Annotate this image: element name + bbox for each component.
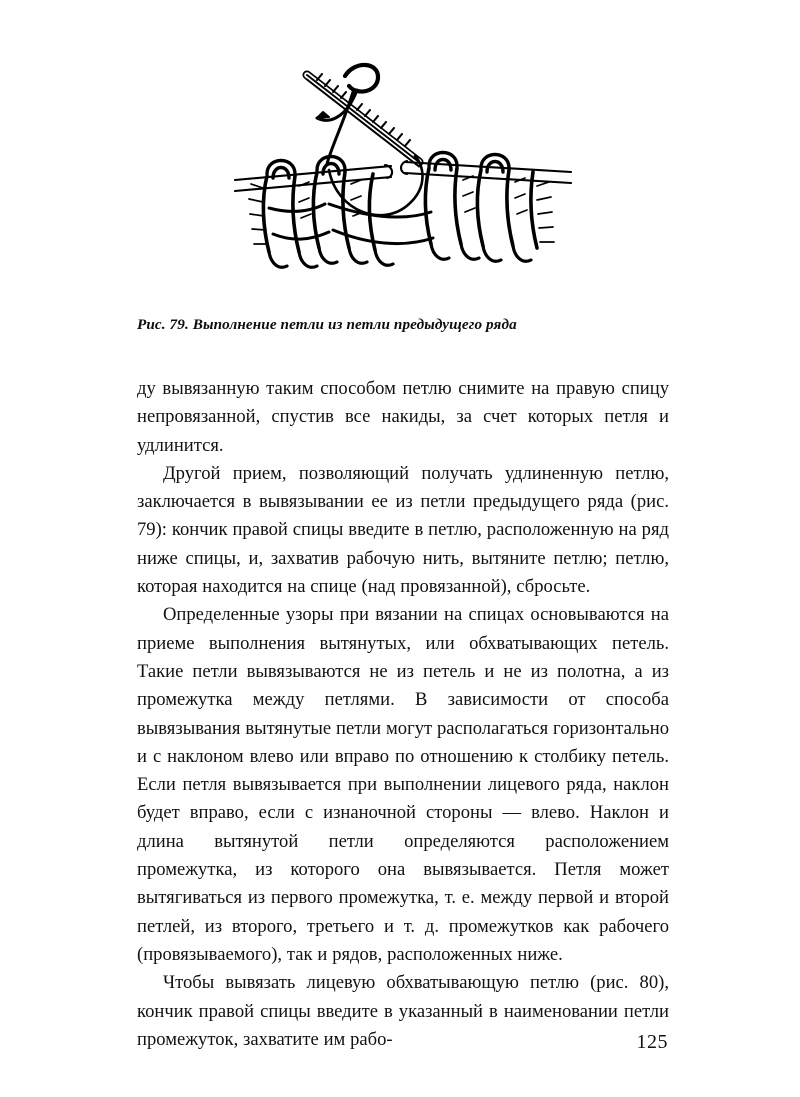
direction-arrow-head [317, 112, 329, 118]
paragraph-2: Другой прием, позволяющий получать удлиненную петлю, заключается в вывязывании ее из петли предыдущего ряда (рис. 79): кончик правой спицы введите в петлю, расположенную на ряд ниже спицы, и, захватив рабочую нить, вытяните петлю; петлю, которая находится на спице (над провязанной), сбросьте. [137, 462, 669, 598]
paragraph-4: Чтобы вывязать лицевую обхватывающую петлю (рис. 80), кончик правой спицы введите в указанный в наименовании петли промежуток, захватите им рабо- [137, 972, 669, 1050]
paragraph-1: ду вывязанную таким способом петлю снимите на правую спицу непровязанной, спустив все накиды, за счет которых петля и удлинится. [137, 378, 669, 456]
yarn-upper-loop [345, 65, 378, 92]
knitting-illustration [137, 52, 668, 302]
figure-block [137, 52, 668, 334]
knitting-diagram-svg [233, 52, 573, 302]
figure-caption: Рис. 79. Выполнение петли из петли предыдущего ряда [137, 316, 517, 333]
page-number: 125 [636, 1031, 668, 1053]
body-text-column [137, 375, 669, 1054]
paragraph-3: Определенные узоры при вязании на спицах основываются на приеме выполнения вытянутых, или обхватывающих петель. Такие петли вывязываются не из петель и не из полотна, а из промежутка между петлями. В зависимости от способа вывязывания вытянутые петли могут располагаться горизонтально и с наклоном влево или вправо по отношению к столбику петель. Если петля вывязывается при выполнении лицевого ряда, наклон будет вправо, если с изнаночной стороны — влево. Наклон и длина вытянутой петли определяются расположением промежутка, из которого она вывязывается. Петля может вытягиваться из первого промежутка, т. е. между первой и второй петлей, из второго, третьего и т. д. промежутков как рабочего (провязываемого), так и рядов, расположенных ниже. [137, 604, 669, 965]
fabric-lower-tails [269, 244, 531, 267]
right-needle-hatching [317, 74, 410, 146]
